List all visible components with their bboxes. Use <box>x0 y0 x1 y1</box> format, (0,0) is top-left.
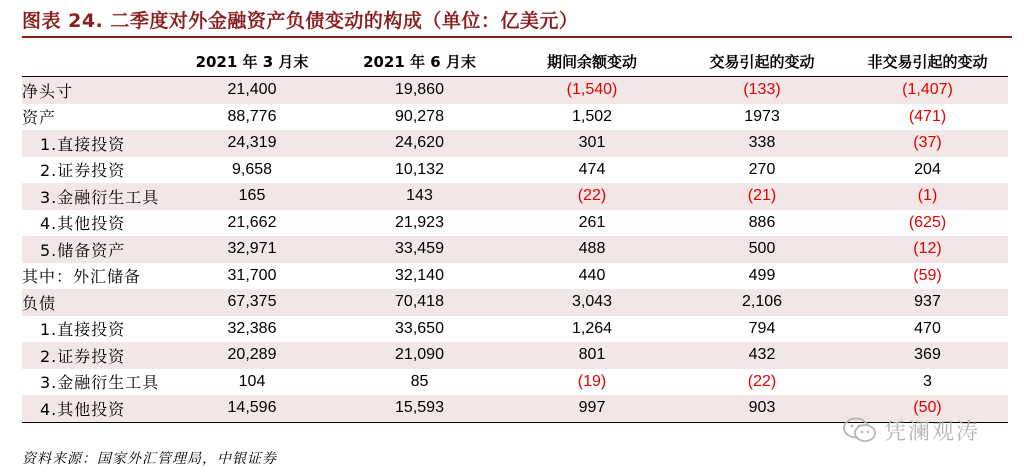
row-label: 3.金融衍生工具 <box>22 183 172 210</box>
chart-title: 图表 24. 二季度对外金融资产负债变动的构成（单位：亿美元） <box>22 10 579 32</box>
header-label <box>22 46 172 77</box>
table-row <box>22 342 1008 369</box>
cell-value: 432 <box>677 342 847 369</box>
cell-value: (1,407) <box>847 77 1008 104</box>
header-transaction-change: 交易引起的变动 <box>709 52 815 71</box>
cell-value: 143 <box>332 183 507 210</box>
cell-value: 21,662 <box>227 213 277 231</box>
row-label: 2.证券投资 <box>40 161 126 181</box>
row-label: 其中：外汇储备 <box>22 267 142 287</box>
cell-value: 794 <box>748 319 776 337</box>
cell-value: (1,540) <box>507 77 677 104</box>
cell-value: 33,459 <box>332 236 507 263</box>
cell-value: 338 <box>677 130 847 157</box>
header-balance-change: 期间余额变动 <box>546 52 637 71</box>
row-label: 4.其他投资 <box>22 395 172 422</box>
row-label: 1.直接投资 <box>40 320 126 340</box>
cell-value: 85 <box>410 372 429 390</box>
data-table <box>22 46 1008 423</box>
cell-value: 440 <box>578 266 606 284</box>
cell-value: 3 <box>923 372 932 390</box>
cell-value: 903 <box>677 395 847 422</box>
cell-value: (59) <box>913 266 942 284</box>
table-row <box>22 104 1008 131</box>
row-label: 4.其他投资 <box>40 214 126 234</box>
cell-value: 15,593 <box>332 395 507 422</box>
cell-value: 474 <box>578 160 606 178</box>
cell-value: (471) <box>908 107 947 125</box>
watermark-text: 凭澜观涛 <box>884 419 981 445</box>
header-row <box>22 46 1008 77</box>
cell-value: (22) <box>507 183 677 210</box>
cell-value: 997 <box>507 395 677 422</box>
table-row <box>22 289 1008 316</box>
cell-value: 24,319 <box>172 130 332 157</box>
cell-value: (133) <box>677 77 847 104</box>
table-row <box>22 263 1008 290</box>
header-jun-2021: 2021 年 6 月末 <box>363 52 476 71</box>
cell-value: 70,418 <box>332 289 507 316</box>
cell-value: 21,400 <box>172 77 332 104</box>
cell-value: 33,650 <box>395 319 444 337</box>
cell-value: 88,776 <box>227 107 277 125</box>
cell-value: 488 <box>507 236 677 263</box>
header-non-transaction-change: 非交易引起的变动 <box>867 52 988 71</box>
cell-value: (1) <box>847 183 1008 210</box>
cell-value: 31,700 <box>227 266 277 284</box>
cell-value: 10,132 <box>395 160 444 178</box>
row-label: 负债 <box>22 289 172 316</box>
row-label: 2.证券投资 <box>22 342 172 369</box>
cell-value: 67,375 <box>172 289 332 316</box>
cell-value: 19,860 <box>332 77 507 104</box>
row-label: 净头寸 <box>22 77 172 104</box>
cell-value: 261 <box>578 213 606 231</box>
cell-value: 3,043 <box>507 289 677 316</box>
cell-value: 937 <box>847 289 1008 316</box>
cell-value: 21,923 <box>395 213 444 231</box>
table-row <box>22 183 1008 210</box>
cell-value: 14,596 <box>172 395 332 422</box>
cell-value: 499 <box>748 266 776 284</box>
cell-value: (625) <box>908 213 947 231</box>
cell-value: 2,106 <box>677 289 847 316</box>
cell-value: (50) <box>847 395 1008 422</box>
cell-value: (19) <box>577 372 607 390</box>
cell-value: 32,971 <box>172 236 332 263</box>
cell-value: 21,090 <box>332 342 507 369</box>
table-row <box>22 77 1008 104</box>
cell-value: 1973 <box>744 107 780 125</box>
wechat-icon <box>842 416 878 444</box>
cell-value: 32,386 <box>227 319 277 337</box>
cell-value: (37) <box>847 130 1008 157</box>
cell-value: 32,140 <box>395 266 444 284</box>
table-row <box>22 130 1008 157</box>
table-row <box>22 236 1008 263</box>
row-label: 资产 <box>22 108 57 128</box>
cell-value: (12) <box>847 236 1008 263</box>
cell-value: 20,289 <box>172 342 332 369</box>
cell-value: 165 <box>172 183 332 210</box>
cell-value: 204 <box>914 160 941 178</box>
cell-value: 270 <box>748 160 776 178</box>
cell-value: 1,264 <box>571 319 613 337</box>
row-label: 5.储备资产 <box>22 236 172 263</box>
cell-value: 500 <box>677 236 847 263</box>
source-note: 资料来源：国家外汇管理局，中银证券 <box>22 451 277 467</box>
table-row <box>22 316 1008 343</box>
cell-value: 9,658 <box>231 160 273 178</box>
cell-value: 104 <box>238 372 266 390</box>
cell-value: 301 <box>507 130 677 157</box>
cell-value: 470 <box>914 319 941 337</box>
header-mar-2021: 2021 年 3 月末 <box>195 52 309 71</box>
cell-value: (21) <box>677 183 847 210</box>
cell-value: 369 <box>847 342 1008 369</box>
cell-value: 801 <box>507 342 677 369</box>
table-row <box>22 210 1008 237</box>
cell-value: 886 <box>748 213 776 231</box>
cell-value: 90,278 <box>395 107 444 125</box>
watermark <box>842 412 980 448</box>
row-label: 1.直接投资 <box>22 130 172 157</box>
title-bar <box>22 6 1012 38</box>
table-row <box>22 369 1008 396</box>
table-row <box>22 157 1008 184</box>
row-label: 3.金融衍生工具 <box>40 373 160 393</box>
cell-value: 1,502 <box>571 107 613 125</box>
cell-value: 24,620 <box>332 130 507 157</box>
cell-value: (22) <box>747 372 777 390</box>
